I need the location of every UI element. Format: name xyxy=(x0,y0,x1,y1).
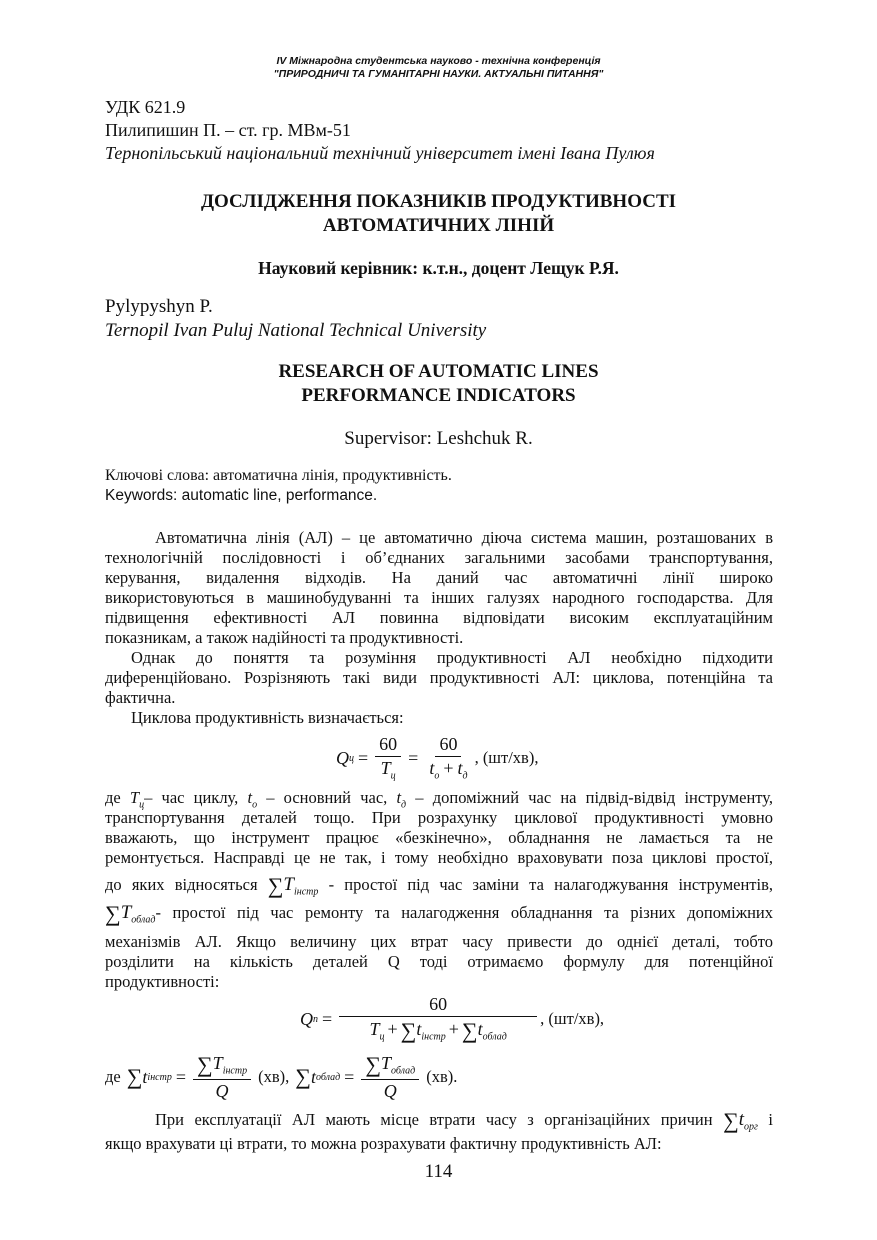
udc-code: УДК 621.9 xyxy=(105,97,186,117)
sum-icon: ∑ xyxy=(400,1018,417,1043)
keywords-ua: Ключові слова: автоматична лінія, продуктивність. xyxy=(105,467,452,484)
affiliation-ua: Тернопільський національний технічний університет імені Івана Пулюя xyxy=(105,143,655,163)
sum-icon: ∑ xyxy=(295,1064,311,1089)
paragraph-2 xyxy=(105,648,773,708)
sum-icon: ∑ xyxy=(365,1052,381,1077)
text-line: технологічній послідовності і об’єднаних загальними засобами транспортування, xyxy=(105,548,773,567)
text-line: до яких відносяться $\sum T_{інстр}$ - простої під час заміни та налагоджування інструментів, xyxy=(105,873,773,898)
text-line: диференційовано. Розрізняють такі види продуктивності АЛ: циклова, потенційна та xyxy=(105,668,773,687)
text-line: підвищення ефективності АЛ повинна відповідати високим експлуатаційним xyxy=(105,608,773,627)
text-line: якщо врахувати ці втрати, то можна розрахувати фактичну продуктивність АЛ: xyxy=(105,1134,662,1153)
paragraph-5 xyxy=(105,1106,773,1154)
text-line: Автоматична лінія (АЛ) – це автоматично діюча система машин, розташованих в xyxy=(155,528,773,547)
title-en-line2: PERFORMANCE INDICATORS xyxy=(301,385,576,406)
paragraph-1 xyxy=(105,528,773,648)
text-line: При експлуатації АЛ мають місце втрати часу з організаційних причин $\sum t_{орг}$ і xyxy=(155,1108,773,1133)
formula-subscript: ц xyxy=(349,752,354,764)
fraction-denominator: $T_ц + \sum t_{інстр} + \sum t_{облад}$ xyxy=(369,1018,507,1043)
text-line: Однак до поняття та розуміння продуктивності АЛ необхідно підходити xyxy=(131,648,773,667)
text-line: розділити на кількість деталей Q тоді отримаємо формулу для потенційної xyxy=(105,952,773,971)
sum-icon: ∑ xyxy=(723,1108,739,1133)
title-ua-line1: ДОСЛІДЖЕННЯ ПОКАЗНИКІВ ПРОДУКТИВНОСТІ xyxy=(200,191,677,212)
conference-header-line1: IV Міжнародна студентська науково - технічна конференція xyxy=(276,55,601,67)
text-line: де $T_ц-$ час циклу, $t_о$ – основний час, $t_д$ – допоміжний час на підвід-відвід інструменту, xyxy=(105,788,773,811)
keywords-en: Keywords: automatic line, performance. xyxy=(105,487,378,504)
fraction xyxy=(375,734,401,782)
fraction-denominator: $t_о + t_д$ xyxy=(429,758,468,782)
fraction xyxy=(193,1052,251,1102)
fraction-denominator: Q xyxy=(215,1081,229,1101)
text-line: продуктивності: xyxy=(105,972,220,991)
formula-symbol: Q xyxy=(336,747,349,768)
paragraph-4 xyxy=(105,788,773,868)
sum-icon: ∑ xyxy=(196,1052,213,1077)
fraction-numerator: 60 xyxy=(435,734,461,757)
fraction xyxy=(425,734,471,782)
sum-icon: ∑ xyxy=(126,1064,143,1089)
text-line: показникам, а також надійності та продуктивності. xyxy=(105,628,464,647)
text-line: $\sum T_{облад}-$ простої під час ремонту та налагодження обладнання та різних допоміжних xyxy=(105,901,773,926)
fraction-denominator: $T_ц$ xyxy=(380,758,396,782)
affiliation-en: Ternopil Ivan Puluj National Technical University xyxy=(105,320,487,341)
fraction xyxy=(339,994,537,1044)
title-ua-line2: АВТОМАТИЧНИХ ЛІНІЙ xyxy=(322,215,555,236)
paragraph-3 xyxy=(105,708,773,728)
fraction-numerator: $\sum T_{інстр}$ xyxy=(193,1052,251,1080)
sum-icon: ∑ xyxy=(461,1018,478,1043)
text-line: транспортування деталей тощо. При розрахунку циклової продуктивності умовно xyxy=(105,808,773,827)
fraction-numerator: $\sum T_{облад}$ xyxy=(361,1052,419,1080)
page-number: 114 xyxy=(424,1161,453,1182)
text-line: механізмів АЛ. Якщо величину цих втрат часу привести до однієї деталі, тобто xyxy=(105,932,773,951)
text-line: керування, видалення відходів. На даний час автоматичні лінії широко xyxy=(105,568,773,587)
formula-unit: , (шт/хв), xyxy=(540,1009,605,1028)
author-en: Pylypyshyn P. xyxy=(105,296,213,317)
fraction xyxy=(361,1052,419,1102)
formula-cyclic-productivity: Q ц = $\frac{60}{T_ц}$ = $\frac{60}{t_о + t_д}$ , (шт/хв), xyxy=(336,734,539,782)
fraction-numerator: 60 xyxy=(375,734,401,757)
supervisor-ua: Науковий керівник: к.т.н., доцент Лещук Р.Я. xyxy=(258,258,619,278)
formula-potential-productivity: Q п = $\frac{60}{T_ц + \sum t_{інстр} + \sum t_{облад}}$ , (шт/хв), xyxy=(300,994,605,1043)
sum-icon: ∑ xyxy=(267,873,284,898)
text-line: використовуються в машинобудуванні та інших галузях народного господарства. Для xyxy=(105,588,773,607)
supervisor-en: Supervisor: Leshchuk R. xyxy=(344,428,533,449)
text-line: вважають, що інструмент працює «безкінечно», обладнання не ламається та не xyxy=(105,828,773,847)
title-en-line1: RESEARCH OF AUTOMATIC LINES xyxy=(278,361,599,382)
text-line: фактична. xyxy=(105,688,176,707)
sum-icon: ∑ xyxy=(105,901,121,926)
paragraph-4-sums xyxy=(105,872,773,928)
fraction-denominator: Q xyxy=(383,1081,397,1101)
text-line: Циклова продуктивність визначається: xyxy=(131,708,404,727)
conference-header-line2: "ПРИРОДНИЧІ ТА ГУМАНІТАРНІ НАУКИ. АКТУАЛЬНІ ПИТАННЯ" xyxy=(273,68,604,80)
fraction-numerator: 60 xyxy=(339,994,537,1017)
text-line: ремонтується. Насправді це не так, і тому необхідно враховувати поза циклові простої, xyxy=(105,848,773,867)
formula-unit: , (шт/хв), xyxy=(474,748,539,767)
formula-definitions: де ∑ t інстр = $\frac{\sum T_{інстр}}{Q}$ (хв), ∑ t облад = $\frac{\sum T_{облад}}{Q}$ (хв). xyxy=(105,1052,458,1101)
author-ua: Пилипишин П. – ст. гр. МВм-51 xyxy=(105,120,351,140)
paragraph-4-end xyxy=(105,932,773,992)
